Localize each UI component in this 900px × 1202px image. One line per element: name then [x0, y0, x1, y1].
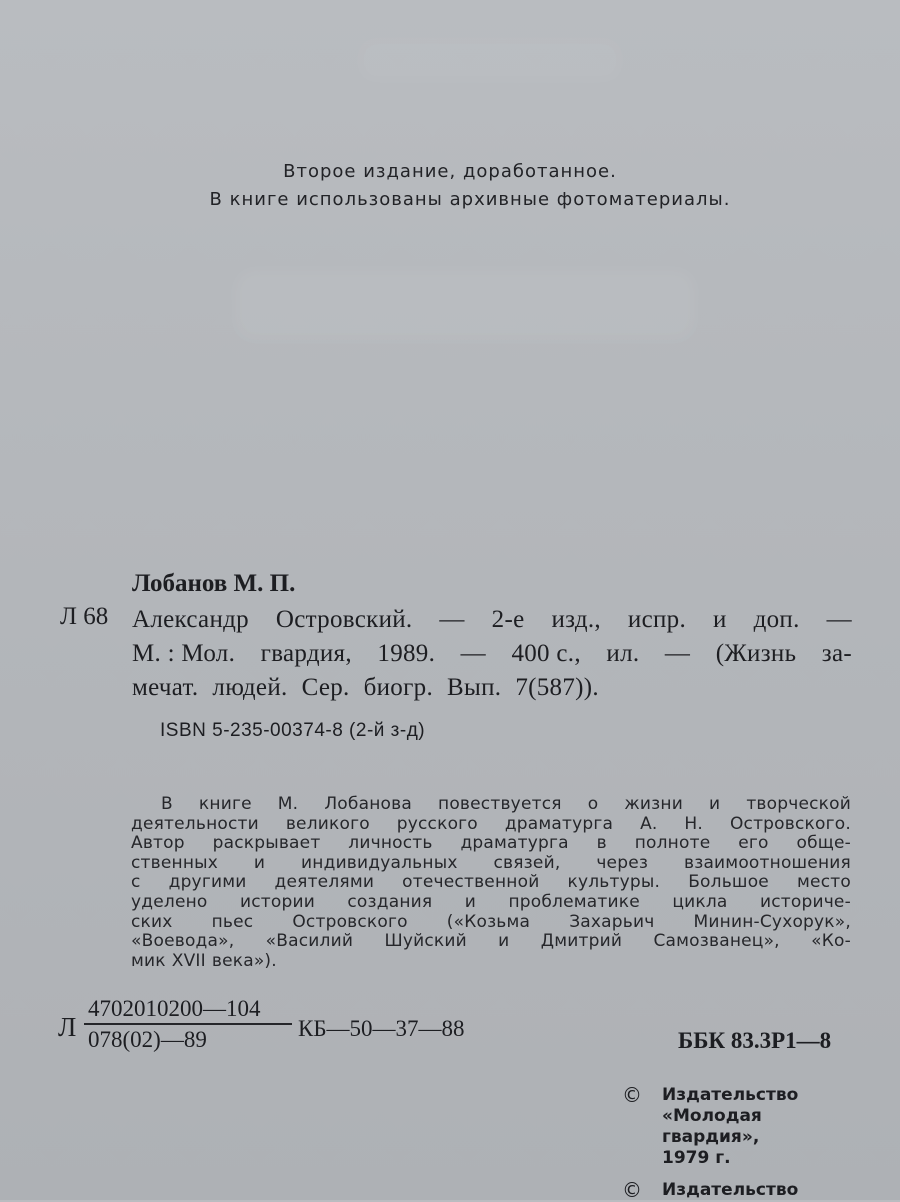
- copyright-symbol: ©: [622, 1178, 642, 1202]
- annotation-word: проблематике: [508, 891, 640, 912]
- catalog-word: ил.: [606, 640, 640, 667]
- annotation-line: [131, 893, 851, 913]
- annotation-line: [131, 854, 851, 874]
- annotation-word: с: [131, 872, 141, 893]
- annotation-line: [131, 952, 851, 972]
- edition-note-line-2: В книге использованы архивные фотоматериалы.: [209, 189, 731, 210]
- catalog-word: мечат.: [132, 674, 199, 701]
- annotation-word: через: [596, 852, 649, 873]
- annotation-word: «Василий: [265, 931, 354, 952]
- catalog-word: —: [439, 606, 465, 633]
- annotation-word: пьес: [211, 911, 254, 932]
- annotation-word: Лобанова: [324, 794, 412, 814]
- show-through-shadow-top: [360, 40, 620, 80]
- catalog-description-line: [132, 637, 852, 671]
- catalog-word: Островский.: [275, 606, 413, 633]
- show-through-shadow: [235, 270, 695, 340]
- catalog-word: 2-е: [491, 606, 525, 633]
- annotation-word: деятельности: [131, 813, 259, 834]
- annotation-line: [131, 795, 851, 815]
- catalog-word: Александр: [132, 606, 249, 633]
- copyright-notice-2: [622, 1180, 798, 1201]
- annotation-word: раскрывает: [212, 833, 321, 854]
- edition-note-line-1: Второе издание, доработанное.: [283, 161, 617, 182]
- annotation-word: мик: [131, 950, 166, 971]
- catalog-word: изд.,: [551, 606, 601, 633]
- annotation-word: А.: [640, 813, 658, 834]
- annotation-line: [131, 932, 851, 952]
- annotation-word: М.: [277, 794, 299, 814]
- annotation-word: Шуйский: [384, 931, 467, 952]
- annotation-word: его: [738, 833, 769, 854]
- annotation-line: [131, 834, 851, 854]
- annotation-word: в: [596, 833, 607, 854]
- catalog-word: людей.: [212, 674, 288, 701]
- bbk-code: ББК 83.3Р1—8: [678, 1028, 832, 1053]
- annotation-word: («Козьма: [446, 911, 531, 932]
- catalog-author: Лобанов М. П.: [132, 570, 296, 597]
- catalog-word: 7(587)).: [515, 674, 599, 701]
- catalog-code: Л 68: [60, 603, 109, 630]
- annotation-word: индивидуальных: [301, 852, 458, 873]
- annotation-word: личность: [348, 833, 433, 854]
- annotation-word: и: [464, 891, 477, 912]
- catalog-word: 1989.: [377, 640, 436, 667]
- annotation-word: русского: [396, 813, 478, 834]
- annotation-word: Автор: [131, 833, 185, 854]
- annotation-word: Большое: [688, 872, 769, 893]
- catalog-description: [132, 603, 852, 705]
- annotation-word: Самозванец»,: [653, 931, 780, 952]
- annotation-word: повествуется: [438, 794, 562, 814]
- annotation-word: историче-: [759, 891, 851, 912]
- annotation-word: отечественной: [402, 872, 540, 893]
- copyright-notice-1: [622, 1085, 798, 1169]
- catalog-word: и: [712, 606, 727, 633]
- annotation-word: великого: [285, 813, 370, 834]
- catalog-word: испр.: [627, 606, 687, 633]
- annotation-word: и: [253, 852, 266, 873]
- catalog-word: —: [826, 606, 852, 633]
- annotation-word: связей,: [493, 852, 561, 873]
- catalog-word: гвардия,: [260, 640, 352, 667]
- annotation-word: цикла: [672, 891, 728, 912]
- annotation-word: место: [797, 872, 851, 893]
- copyright-line: гвардия»,: [662, 1127, 760, 1147]
- catalog-description-line: [132, 671, 852, 705]
- catalog-word: —: [460, 640, 486, 667]
- edition-note: [0, 158, 900, 214]
- annotation-word: Н.: [684, 813, 704, 834]
- annotation-word: «Воевода»,: [131, 931, 235, 952]
- annotation-word: полноте: [634, 833, 711, 854]
- copyright-line: 1979 г.: [662, 1148, 731, 1168]
- annotation-word: истории: [239, 891, 315, 912]
- copyright-line: Издательство: [662, 1180, 799, 1200]
- annotation-word: Островского.: [729, 813, 851, 834]
- annotation-word: ственных: [131, 852, 219, 873]
- annotation-word: драматурга: [504, 813, 614, 834]
- annotation-word: Минин-Сухорук»,: [693, 911, 851, 932]
- annotation-word: и: [498, 931, 510, 952]
- annotation: [131, 795, 851, 971]
- annotation-word: Захарьич: [569, 911, 655, 932]
- annotation-line: [131, 913, 851, 933]
- annotation-word: книге: [198, 794, 252, 814]
- annotation-word: Дмитрий: [540, 931, 623, 952]
- kb-code: КБ—50—37—88: [298, 1016, 465, 1041]
- annotation-word: XVII: [171, 950, 206, 971]
- catalog-word: Вып.: [447, 674, 502, 701]
- index-letter: Л: [58, 1012, 77, 1042]
- copyright-line: Издательство: [662, 1085, 799, 1105]
- catalog-word: доп.: [753, 606, 800, 633]
- index-fraction: [84, 996, 292, 1053]
- annotation-line: [131, 873, 851, 893]
- annotation-word: творческой: [746, 794, 851, 814]
- annotation-word: Островского: [292, 911, 408, 932]
- catalog-word: Сер.: [301, 674, 350, 701]
- annotation-word: драматурга: [460, 833, 569, 854]
- annotation-word: В: [161, 794, 173, 814]
- annotation-word: уделено: [131, 891, 208, 912]
- copyright-symbol: ©: [622, 1083, 642, 1107]
- catalog-word: М. : Мол.: [132, 640, 236, 667]
- annotation-word: и: [709, 794, 721, 814]
- annotation-word: ских: [131, 911, 173, 932]
- annotation-word: обще-: [796, 833, 851, 854]
- annotation-word: другими: [168, 872, 247, 893]
- catalog-word: 400 с.,: [511, 640, 581, 667]
- catalog-word: биогр.: [363, 674, 433, 701]
- index-denominator: 078(02)—89: [88, 1027, 207, 1052]
- annotation-word: создания: [347, 891, 433, 912]
- isbn: ISBN 5-235-00374-8 (2-й з-д): [160, 720, 426, 741]
- catalog-description-line: [132, 603, 852, 637]
- annotation-word: жизни: [624, 794, 683, 814]
- annotation-line: [131, 815, 851, 835]
- catalog-word: (Жизнь: [715, 640, 797, 667]
- annotation-word: века»).: [211, 950, 277, 971]
- annotation-word: деятелями: [274, 872, 375, 893]
- annotation-word: «Ко-: [811, 931, 851, 952]
- annotation-word: культуры.: [567, 872, 661, 893]
- catalog-word: —: [664, 640, 691, 667]
- copyright-line: «Молодая: [662, 1106, 762, 1126]
- annotation-word: о: [587, 794, 599, 814]
- index-numerator: 4702010200—104: [84, 996, 292, 1025]
- catalog-word: за-: [821, 640, 852, 667]
- annotation-word: взаимоотношения: [683, 852, 851, 873]
